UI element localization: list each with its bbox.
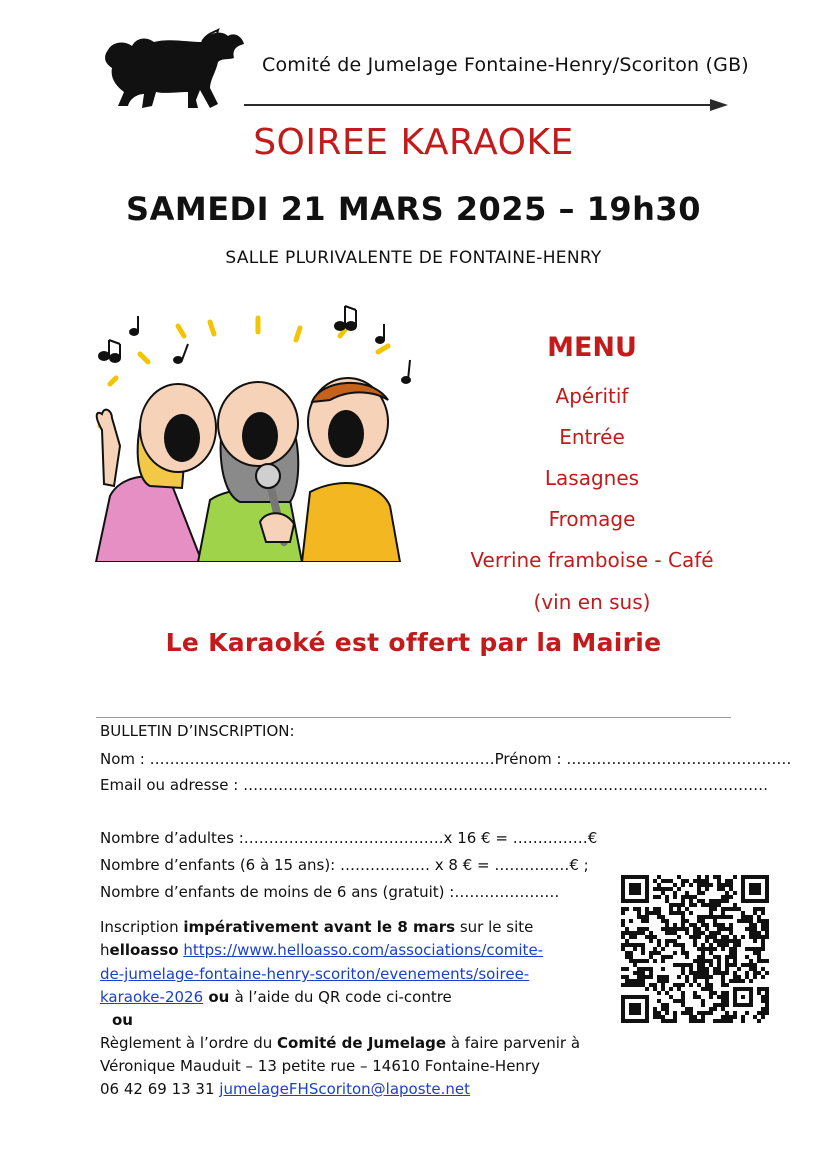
or-label: ou (112, 1011, 133, 1029)
qr-code-icon[interactable] (621, 875, 769, 1023)
postal-address: Véronique Mauduit – 13 petite rue – 14610 Fontaine-Henry (100, 1057, 540, 1075)
name-field-line: Nom : ……………………………………………………………Prénom : ……………………………………… (100, 750, 792, 768)
menu-item: Entrée (559, 425, 625, 449)
header-divider (244, 104, 714, 106)
adults-count-line: Nombre d’adultes :………………………………….x 16 € = ……………€ (100, 829, 598, 847)
payment-line: Règlement à l’ordre du Comité de Jumelage à faire parvenir à (100, 1034, 581, 1052)
singers-illustration (90, 296, 416, 562)
inscription-line-1: Inscription impérativement avant le 8 mars sur le site (100, 918, 534, 936)
menu-item: Apéritif (555, 384, 629, 408)
menu-item: Fromage (548, 507, 636, 531)
event-title: SOIREE KARAOKE (253, 122, 574, 163)
phone-number: 06 42 69 13 31 (100, 1080, 220, 1098)
form-heading: BULLETIN D’INSCRIPTION: (100, 722, 295, 740)
offer-note: Le Karaoké est offert par la Mairie (165, 628, 662, 657)
event-venue: SALLE PLURIVALENTE DE FONTAINE-HENRY (225, 248, 602, 268)
menu-item: Verrine framboise - Café (470, 548, 714, 572)
helloasso-link[interactable]: karaoke-2026 (100, 988, 204, 1006)
deadline-text: impérativement avant le 8 mars (183, 918, 456, 936)
under6-count-line: Nombre d’enfants de moins de 6 ans (gratuit) :………………… (100, 883, 560, 901)
email-field-line: Email ou adresse : …………………………………………………………………………………………… (100, 776, 769, 794)
form-divider (96, 717, 731, 718)
menu-item: Lasagnes (544, 466, 640, 490)
children-count-line: Nombre d’enfants (6 à 15 ans): ……………… x 8 € = ……………€ ; (100, 856, 589, 874)
menu-title: MENU (547, 332, 637, 363)
horse-silhouette-icon (98, 28, 248, 112)
inscription-line-4: karaoke-2026 ou à l’aide du QR code ci-contre (100, 988, 452, 1006)
organization-name: Comité de Jumelage Fontaine-Henry/Scoriton (GB) (262, 54, 749, 76)
payee-name: Comité de Jumelage (277, 1034, 447, 1052)
helloasso-link[interactable]: https://www.helloasso.com/associations/comite- (183, 941, 544, 959)
inscription-line-2: helloasso https://www.helloasso.com/associations/comite- (100, 941, 544, 959)
arrow-head-icon (710, 99, 728, 111)
event-date: SAMEDI 21 MARS 2025 – 19h30 (126, 190, 701, 228)
contact-line (100, 1080, 470, 1098)
helloasso-link[interactable]: de-jumelage-fontaine-henry-scoriton/evenements/soiree- (100, 965, 530, 983)
menu-item: (vin en sus) (533, 590, 651, 614)
inscription-line-3 (100, 965, 529, 983)
email-link[interactable]: jumelageFHScoriton@laposte.net (219, 1080, 471, 1098)
